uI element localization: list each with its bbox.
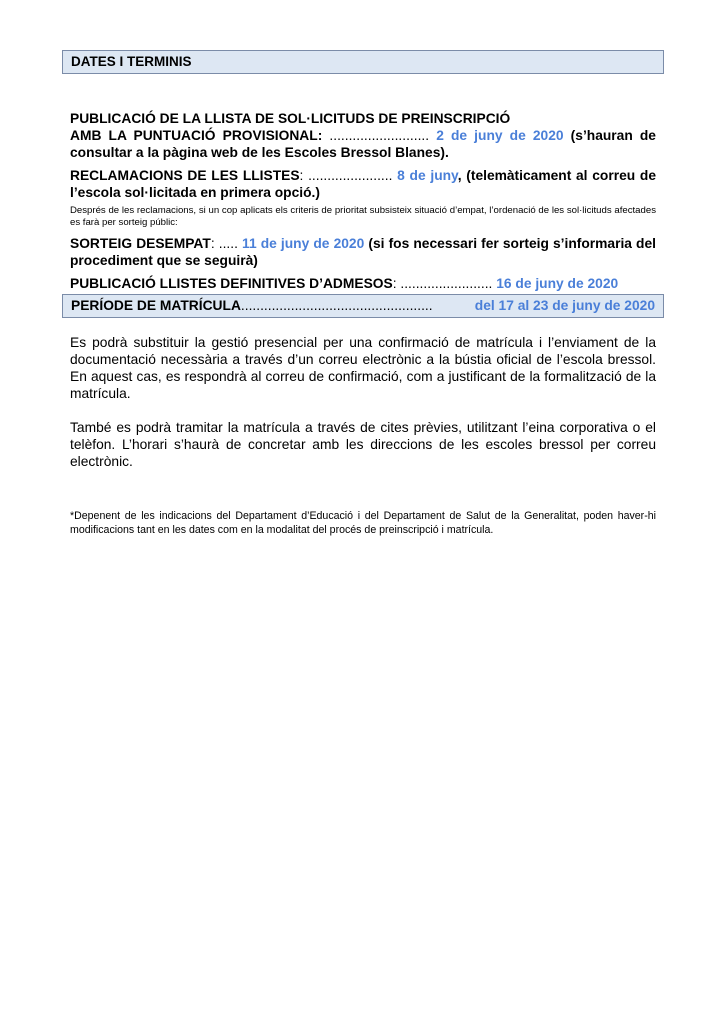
section-header [62, 50, 664, 74]
entry-claims-label: RECLAMACIONS DE LES LLISTES [70, 168, 300, 183]
entry-provisional-dots: .......................... [322, 128, 430, 143]
entry-final-label: PUBLICACIÓ LLISTES DEFINITIVES D’ADMESOS [70, 276, 393, 291]
entry-draw-note: (si fos necessari fer sorteig s’informaria del procediment que se seguirà) [70, 236, 656, 268]
entry-draw-dots: : ..... [210, 236, 238, 251]
entry-provisional-note: (s’hauran de consultar a la pàgina web de les Escoles Bressol Blanes). [70, 128, 656, 160]
entry-provisional-label: AMB LA PUNTUACIÓ PROVISIONAL: [70, 128, 323, 143]
entry-draw [62, 235, 664, 269]
paragraph-email-confirmation: Es podrà substituir la gestió presencial per una confirmació de matrícula i l’enviament de la documentació necessària a través d’un correu electrònic a la bústia oficial de l’escola bressol. En aquest cas, es respondrà al correu de confirmació, com a justificant de la formalització de la matrícula. [70, 335, 656, 401]
entry-claims-dots: : ...................... [299, 168, 393, 183]
tiebreak-note: Després de les reclamacions, si un cop aplicats els criteris de prioritat subsisteix situació d’empat, l’ordenació de les sol·licituds afectades es farà per sorteig públic: [70, 205, 656, 228]
period-dates: del 17 al 23 de juny de 2020 [474, 298, 655, 313]
section-title: DATES I TERMINIS [71, 54, 192, 69]
entry-final-date: 16 de juny de 2020 [496, 276, 619, 291]
period-dots: .................................................. [240, 298, 433, 313]
entry-final-dots: : ........................ [392, 276, 493, 291]
entry-draw-date: 11 de juny de 2020 [242, 236, 365, 251]
paragraph-appointments: També es podrà tramitar la matrícula a través de cites prèvies, utilitzant l’eina corporativa o el telèfon. L’horari s’haurà de concretar amb les direccions de les escoles bressol per correu electrònic. [70, 420, 656, 469]
entry-draw-label: SORTEIG DESEMPAT [70, 236, 211, 251]
period-label: PERÍODE DE MATRÍCULA [71, 298, 241, 313]
entry-provisional-list [62, 110, 664, 161]
enrolment-period-box [62, 294, 664, 318]
entry-final-lists [62, 275, 664, 292]
entry-provisional-date: 2 de juny de 2020 [436, 128, 564, 143]
footnote: *Depenent de les indicacions del Departament d’Educació i del Departament de Salut de la Generalitat, poden haver-hi modificacions tant en les dates com en la modalitat del procés de preinscripció i matrícula. [70, 510, 656, 536]
entry-claims-note: , (telemàticament al correu de l’escola sol·licitada en primera opció.) [70, 168, 656, 200]
entry-claims-date: 8 de juny [397, 168, 458, 183]
document-page [62, 50, 664, 537]
entry-provisional-title: PUBLICACIÓ DE LA LLISTA DE SOL·LICITUDS DE PREINSCRIPCIÓ [70, 111, 511, 126]
entry-claims [62, 167, 664, 201]
